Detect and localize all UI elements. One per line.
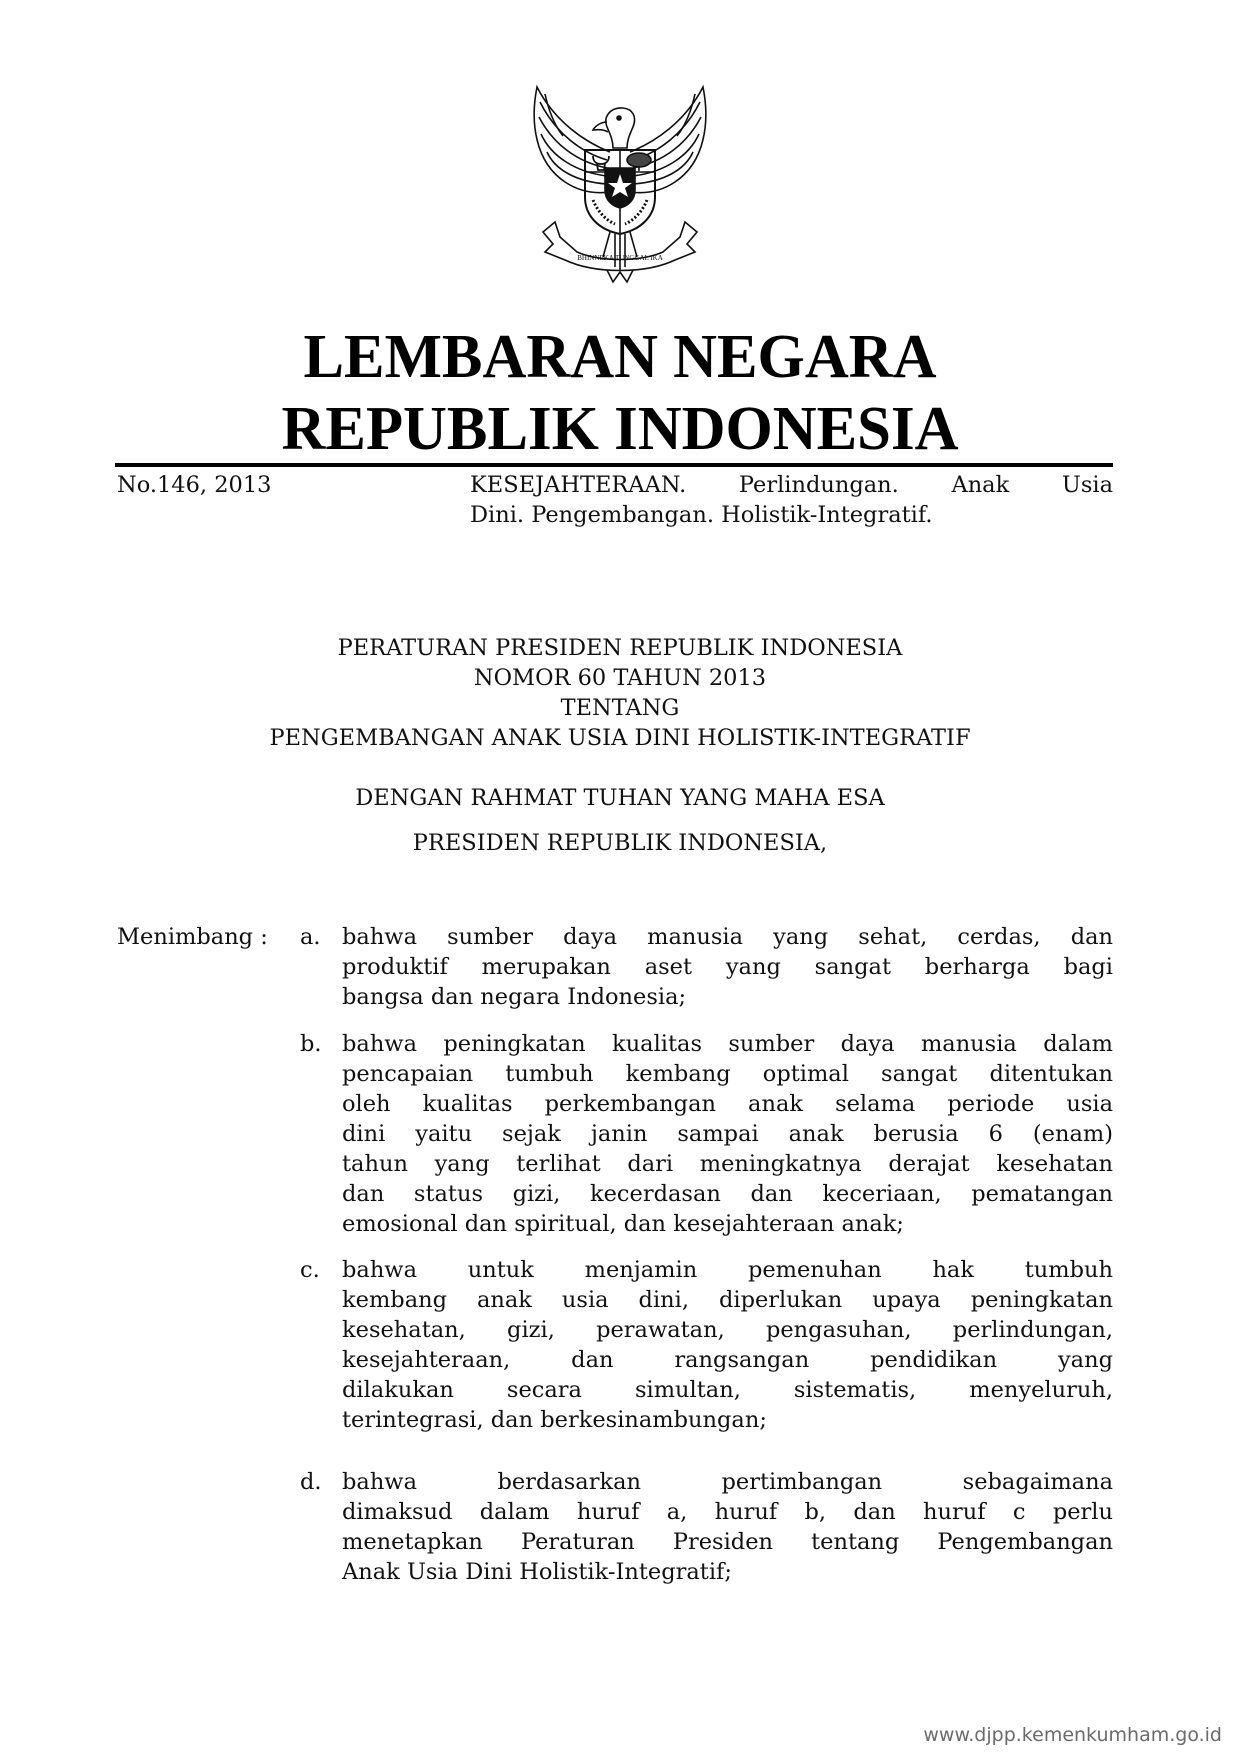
text-line: kesehatan, gizi, perawatan, pengasuhan, perlindungan, [342,1317,1113,1343]
text-line: kesejahteraan, dan rangsangan pendidikan yang [342,1347,1113,1373]
considerations-label: Menimbang : [117,924,268,950]
text-line: terintegrasi, dan berkesinambungan; [342,1407,767,1433]
consideration-letter: c. [300,1257,320,1283]
garuda-emblem-icon [515,82,725,292]
consideration-item-c [342,1255,1113,1435]
regulation-number: NOMOR 60 TAHUN 2013 [473,665,767,691]
text-line: produktif merupakan aset yang sangat berharga bagi [342,954,1113,980]
invocation: DENGAN RAHMAT TUHAN YANG MAHA ESA [355,785,885,811]
text-line: dimaksud dalam huruf a, huruf b, dan huruf c perlu [342,1499,1113,1525]
gazette-topic [470,470,1113,530]
text-line: bahwa untuk menjamin pemenuhan hak tumbuh [342,1257,1113,1283]
gazette-topic-line: Dini. Pengembangan. Holistik-Integratif. [470,502,933,528]
masthead-divider [115,463,1113,467]
gazette-topic-line: KESEJAHTERAAN. Perlindungan. Anak Usia [470,472,1113,498]
consideration-letter: a. [300,924,321,950]
text-line: kembang anak usia dini, diperlukan upaya peningkatan [342,1287,1113,1313]
text-line: dan status gizi, kecerdasan dan keceriaan, pematangan [342,1181,1113,1207]
text-line: emosional dan spiritual, dan kesejahteraan anak; [342,1211,905,1237]
text-line: menetapkan Peraturan Presiden tentang Pengembangan [342,1529,1113,1555]
regulation-type: PERATURAN PRESIDEN REPUBLIK INDONESIA [337,635,903,661]
text-line: dilakukan secara simultan, sistematis, menyeluruh, [342,1377,1113,1403]
consideration-letter: b. [300,1031,322,1057]
issuer: PRESIDEN REPUBLIK INDONESIA, [412,830,828,856]
text-line: dini yaitu sejak janin sampai anak berusia 6 (enam) [342,1121,1113,1147]
consideration-letter: d. [300,1469,322,1495]
text-line: pencapaian tumbuh kembang optimal sangat ditentukan [342,1061,1113,1087]
text-line: bahwa berdasarkan pertimbangan sebagaimana [342,1469,1113,1495]
source-url: www.djpp.kemenkumham.go.id [923,1724,1222,1746]
text-line: tahun yang terlihat dari meningkatnya derajat kesehatan [342,1151,1113,1177]
motto-text: BHINNEKA TUNGGAL IKA [577,254,663,262]
masthead-title-line2: REPUBLIK INDONESIA [281,395,959,463]
text-line: oleh kualitas perkembangan anak selama periode usia [342,1091,1113,1117]
consideration-item-d [342,1467,1113,1587]
text-line: Anak Usia Dini Holistik-Integratif; [342,1559,732,1585]
gazette-number: No.146, 2013 [117,472,272,498]
regulation-about-label: TENTANG [560,695,680,721]
text-line: bahwa peningkatan kualitas sumber daya manusia dalam [342,1031,1113,1057]
text-line: bangsa dan negara Indonesia; [342,984,687,1010]
regulation-subject: PENGEMBANGAN ANAK USIA DINI HOLISTIK-INTEGRATIF [269,725,971,751]
text-line: bahwa sumber daya manusia yang sehat, cerdas, dan [342,924,1113,950]
consideration-item-a [342,922,1113,1012]
consideration-item-b [342,1029,1113,1239]
masthead-title-line1: LEMBARAN NEGARA [303,323,937,391]
